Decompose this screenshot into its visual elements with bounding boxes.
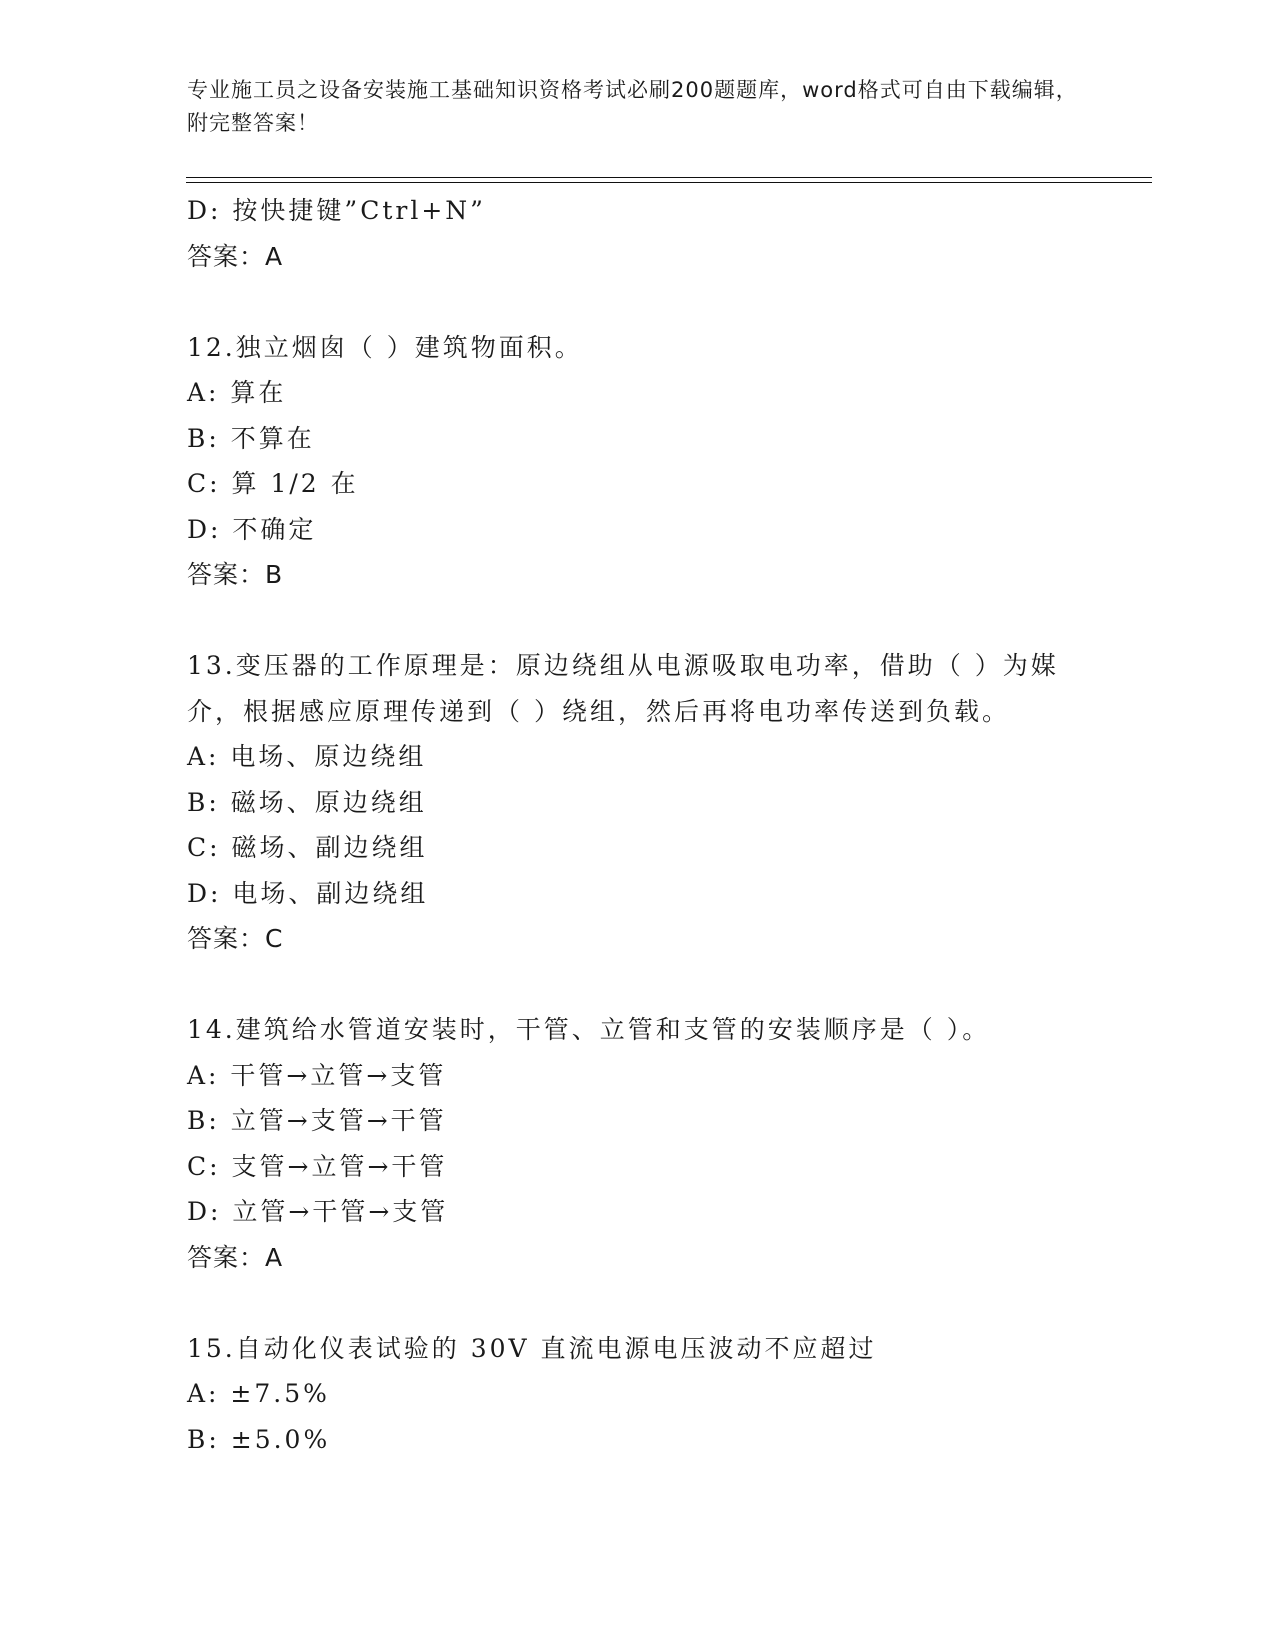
option-b: B: 立管→支管→干管	[187, 1106, 447, 1135]
option-a: A: ±7.5%	[187, 1379, 330, 1408]
option-a: A: 干管→立管→支管	[187, 1060, 447, 1090]
header-divider-top	[186, 177, 1152, 178]
answer-line: 答案：A	[187, 1242, 284, 1272]
option-d: D: 立管→干管→支管	[187, 1197, 449, 1226]
spacer	[187, 598, 1147, 644]
option-a: A: 算在	[187, 378, 287, 407]
question-block	[187, 325, 1147, 598]
question-list	[187, 188, 1147, 1462]
header-divider-bottom	[186, 182, 1152, 183]
question-text: 15.自动化仪表试验的 30V 直流电源电压波动不应超过	[187, 1333, 877, 1363]
spacer	[187, 1280, 1147, 1326]
option-a: A: 电场、原边绕组	[187, 742, 427, 771]
option-c: C: 支管→立管→干管	[187, 1151, 448, 1181]
option-d: D: 不确定	[187, 514, 317, 544]
question-block	[187, 1326, 1147, 1463]
question-block	[187, 1007, 1147, 1280]
spacer	[187, 962, 1147, 1008]
option-b: B: 不算在	[187, 423, 315, 453]
option-c: C: 磁场、副边绕组	[187, 833, 428, 862]
answer-line: 答案：A	[187, 241, 284, 271]
document-header: 专业施工员之设备安装施工基础知识资格考试必刷200题题库，word格式可自由下载编辑，附完整答案！	[187, 78, 1078, 135]
question-text: 14.建筑给水管道安装时，干管、立管和支管的安装顺序是（ ）。	[187, 1015, 991, 1044]
option-b: B: 磁场、原边绕组	[187, 787, 427, 817]
option-d: D: 电场、副边绕组	[187, 878, 429, 908]
question-block	[187, 643, 1147, 962]
option-d: D: 按快捷键”Ctrl+N”	[187, 196, 486, 225]
answer-line: 答案：B	[187, 560, 284, 589]
answer-line: 答案：C	[187, 924, 284, 953]
option-c: C: 算 1/2 在	[187, 469, 359, 498]
option-b: B: ±5.0%	[187, 1424, 331, 1454]
spacer	[187, 279, 1147, 325]
question-text: 13.变压器的工作原理是：原边绕组从电源吸取电功率，借助（ ）为媒介，根据感应原理传递到（ ）绕组，然后再将电功率传送到负载。	[187, 651, 1059, 726]
question-text: 12.独立烟囱（ ）建筑物面积。	[187, 332, 583, 362]
